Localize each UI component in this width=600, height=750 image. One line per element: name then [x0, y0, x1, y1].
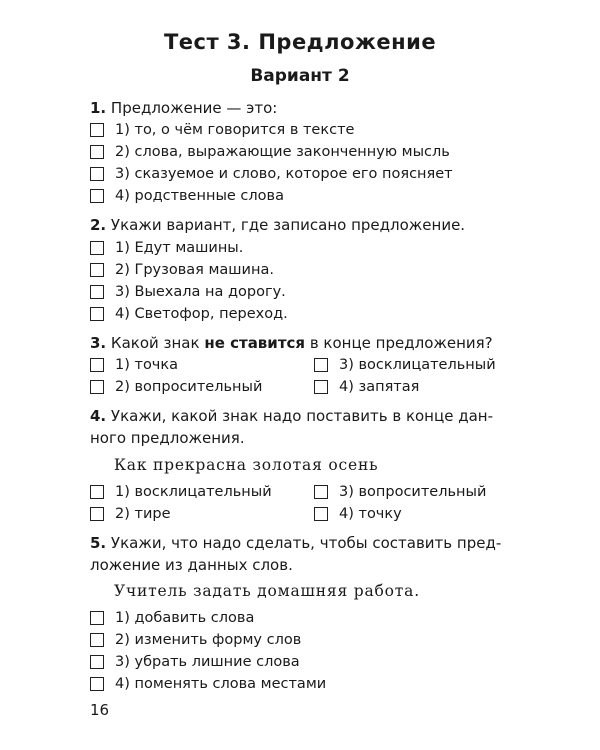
checkbox[interactable]	[90, 485, 104, 499]
option-label: 3) вопросительный	[339, 484, 487, 500]
option-label: 4) родственные слова	[115, 188, 284, 204]
checkbox[interactable]	[314, 507, 328, 521]
option-label: 4) поменять слова местами	[115, 676, 327, 692]
checkbox[interactable]	[90, 358, 104, 372]
option-label: 1) добавить слова	[115, 610, 255, 626]
checkbox[interactable]	[90, 380, 104, 394]
q4-option-4[interactable]	[314, 503, 402, 525]
checkbox[interactable]	[90, 263, 104, 277]
q1-option-4[interactable]	[90, 185, 284, 207]
question-5	[90, 532, 501, 576]
checkbox[interactable]	[90, 167, 104, 181]
question-number: 3.	[90, 334, 107, 352]
option-label: 2) изменить форму слов	[115, 632, 302, 648]
checkbox[interactable]	[90, 507, 104, 521]
question-text-line-1: Укажи, что надо сделать, чтобы составить пред-	[110, 534, 502, 552]
question-number: 4.	[90, 407, 107, 425]
question-text: Укажи вариант, где записано предложение.	[110, 216, 466, 234]
checkbox[interactable]	[314, 358, 328, 372]
option-label: 2) слова, выражающие законченную мысль	[115, 144, 450, 160]
page-number: 16	[90, 701, 110, 719]
option-label: 4) Светофор, переход.	[115, 306, 288, 322]
q5-option-2[interactable]	[90, 629, 301, 651]
q5-option-1[interactable]	[90, 607, 254, 629]
variant-heading: Вариант 2	[250, 66, 350, 86]
q3-option-2[interactable]	[90, 376, 262, 398]
q4-option-3[interactable]	[314, 481, 486, 503]
option-label: 3) восклицательный	[339, 357, 496, 373]
question-3	[90, 332, 493, 354]
question-number: 2.	[90, 216, 107, 234]
option-label: 2) вопросительный	[115, 379, 263, 395]
checkbox[interactable]	[90, 655, 104, 669]
q2-option-1[interactable]	[90, 237, 243, 259]
checkbox[interactable]	[90, 307, 104, 321]
question-4	[90, 405, 493, 449]
option-label: 2) Грузовая машина.	[115, 262, 274, 278]
question-1	[90, 97, 277, 119]
question-2	[90, 214, 465, 236]
checkbox[interactable]	[90, 123, 104, 137]
option-label: 1) восклицательный	[115, 484, 272, 500]
question-text-emphasis: не ставится	[204, 334, 306, 352]
question-number: 5.	[90, 534, 107, 552]
checkbox[interactable]	[90, 189, 104, 203]
question-text-start: Какой знак	[110, 334, 200, 352]
checkbox[interactable]	[90, 677, 104, 691]
q5-option-4[interactable]	[90, 673, 326, 695]
question-text-line-2: ного предложения.	[90, 429, 245, 447]
checkbox[interactable]	[90, 633, 104, 647]
checkbox[interactable]	[314, 485, 328, 499]
q4-option-1[interactable]	[90, 481, 272, 503]
option-label: 3) Выехала на дорогу.	[115, 284, 286, 300]
option-label: 1) Едут машины.	[115, 240, 244, 256]
q1-option-1[interactable]	[90, 119, 354, 141]
option-label: 1) то, о чём говорится в тексте	[115, 122, 355, 138]
question-text: Предложение — это:	[110, 99, 278, 117]
option-label: 3) сказуемое и слово, которое его поясняет	[115, 166, 453, 182]
option-label: 4) запятая	[339, 379, 420, 395]
q2-option-2[interactable]	[90, 259, 274, 281]
q2-option-4[interactable]	[90, 303, 288, 325]
question-text-end: в конце предложения?	[309, 334, 493, 352]
checkbox[interactable]	[90, 285, 104, 299]
option-label: 4) точку	[339, 506, 402, 522]
option-label: 3) убрать лишние слова	[115, 654, 300, 670]
question-text-line-1: Укажи, какой знак надо поставить в конце дан-	[110, 407, 493, 425]
example-sentence: Как прекрасна золотая осень	[114, 456, 379, 474]
option-label: 1) точка	[115, 357, 179, 373]
q2-option-3[interactable]	[90, 281, 286, 303]
q3-option-4[interactable]	[314, 376, 419, 398]
q4-option-2[interactable]	[90, 503, 171, 525]
q1-option-3[interactable]	[90, 163, 453, 185]
q1-option-2[interactable]	[90, 141, 450, 163]
q3-option-3[interactable]	[314, 354, 496, 376]
example-sentence: Учитель задать домашняя работа.	[114, 582, 420, 600]
checkbox[interactable]	[90, 241, 104, 255]
q3-option-1[interactable]	[90, 354, 178, 376]
page-title: Тест 3. Предложение	[163, 30, 437, 54]
question-number: 1.	[90, 99, 107, 117]
question-text-line-2: ложение из данных слов.	[90, 556, 293, 574]
checkbox[interactable]	[314, 380, 328, 394]
checkbox[interactable]	[90, 611, 104, 625]
q5-option-3[interactable]	[90, 651, 300, 673]
checkbox[interactable]	[90, 145, 104, 159]
option-label: 2) тире	[115, 506, 171, 522]
